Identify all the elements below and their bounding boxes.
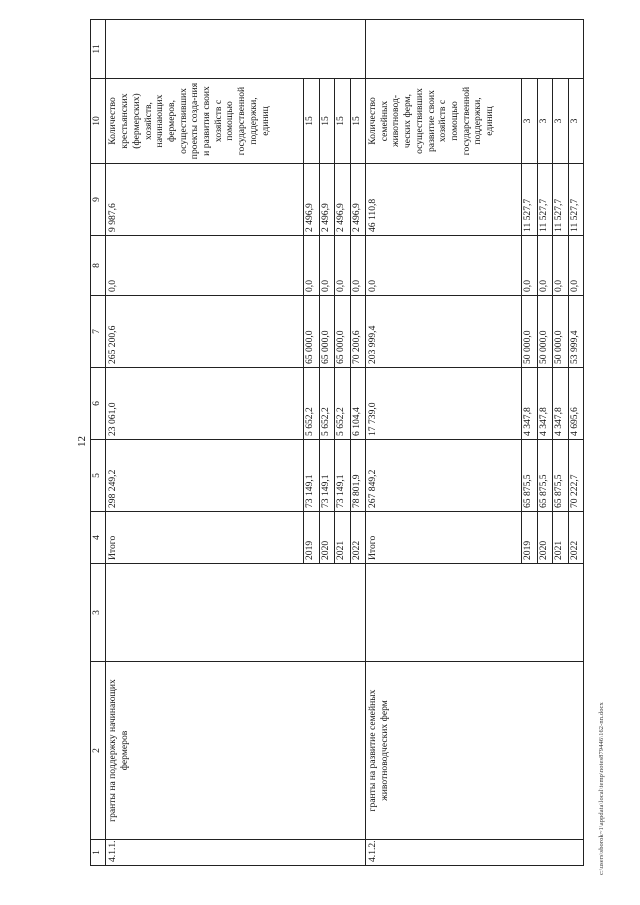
row-code: 4.1.2. [366,840,584,866]
row-name: гранты на поддержку начинающих фермеров [106,662,366,840]
header-cell: 6 [91,368,106,440]
c9: 11 527,7 [522,164,537,236]
total-c7: 203 999,4 [366,296,522,368]
c9: 2 496,9 [304,164,319,236]
year: 2019 [304,512,319,564]
c7: 53 999,4 [568,296,583,368]
total-c8: 0,0 [366,236,522,296]
year: 2022 [350,512,365,564]
c5: 73 149,1 [335,440,350,512]
col11-cell [366,20,584,79]
c6: 4 695,6 [568,368,583,440]
header-cell: 11 [91,20,106,79]
program-table [90,19,584,866]
c9: 11 527,7 [553,164,568,236]
c7: 70 200,6 [350,296,365,368]
header-cell: 9 [91,164,106,236]
total-c5: 267 849,2 [366,440,522,512]
c6: 5 652,2 [319,368,334,440]
c5: 65 875,5 [553,440,568,512]
total-label: Итого [106,512,304,564]
c10: 15 [350,79,365,164]
total-c9: 9 987,6 [106,164,304,236]
total-row [106,20,304,866]
page-number: 12 [76,436,88,447]
header-cell: 4 [91,512,106,564]
total-c8: 0,0 [106,236,304,296]
c6: 5 652,2 [335,368,350,440]
c6: 4 347,8 [553,368,568,440]
c8: 0,0 [553,236,568,296]
header-cell: 3 [91,564,106,662]
c6: 6 104,4 [350,368,365,440]
header-cell: 7 [91,296,106,368]
c5: 65 875,5 [522,440,537,512]
header-row [91,20,106,866]
row-col3 [106,564,366,662]
c6: 4 347,8 [537,368,552,440]
c9: 11 527,7 [537,164,552,236]
c7: 65 000,0 [319,296,334,368]
c9: 11 527,7 [568,164,583,236]
c10: 15 [304,79,319,164]
header-cell: 2 [91,662,106,840]
total-c9: 46 110,8 [366,164,522,236]
c10: 15 [335,79,350,164]
c8: 0,0 [537,236,552,296]
year: 2020 [537,512,552,564]
rotated-table-container [90,20,584,866]
total-c6: 23 061,0 [106,368,304,440]
c7: 65 000,0 [335,296,350,368]
c9: 2 496,9 [319,164,334,236]
c10: 3 [553,79,568,164]
total-label: Итого [366,512,522,564]
row-col3 [366,564,584,662]
total-c7: 265 200,6 [106,296,304,368]
row-name: гранты на развитие семейных животноводческих ферм [366,662,584,840]
c5: 73 149,1 [304,440,319,512]
c9: 2 496,9 [350,164,365,236]
header-cell: 10 [91,79,106,164]
total-c6: 17 739,0 [366,368,522,440]
c10: 3 [522,79,537,164]
c8: 0,0 [350,236,365,296]
indicator-text: Количество семейных животновод-ческих ферм, осуществивших развитие своих хозяйств с помощью государственной поддержки, единиц [366,79,522,164]
c5: 73 149,1 [319,440,334,512]
year: 2020 [319,512,334,564]
c8: 0,0 [304,236,319,296]
header-cell: 5 [91,440,106,512]
c8: 0,0 [335,236,350,296]
col11-cell [106,20,366,79]
c5: 70 222,7 [568,440,583,512]
c10: 15 [319,79,334,164]
c5: 78 801,9 [350,440,365,512]
c6: 4 347,8 [522,368,537,440]
c7: 50 000,0 [553,296,568,368]
year: 2021 [553,512,568,564]
c8: 0,0 [319,236,334,296]
total-c5: 298 249,2 [106,440,304,512]
c7: 65 000,0 [304,296,319,368]
year: 2019 [522,512,537,564]
indicator-text: Количество крестьянских (фермерских) хозяйств, начинающих фермеров, осуществивших проекты созда-ния и развития своих хозяйств с помощью государственной поддержки, единиц [106,79,304,164]
c6: 5 652,2 [304,368,319,440]
total-row [366,20,522,866]
c8: 0,0 [568,236,583,296]
footer-path: c:\users\sborok~1\appdata\local\temp\notes879446\162-nn.docx [598,702,605,875]
header-cell: 8 [91,236,106,296]
c8: 0,0 [522,236,537,296]
c10: 3 [537,79,552,164]
c10: 3 [568,79,583,164]
c9: 2 496,9 [335,164,350,236]
c5: 65 875,5 [537,440,552,512]
row-code: 4.1.1. [106,840,366,866]
c7: 50 000,0 [537,296,552,368]
year: 2022 [568,512,583,564]
header-cell: 1 [91,840,106,866]
c7: 50 000,0 [522,296,537,368]
year: 2021 [335,512,350,564]
